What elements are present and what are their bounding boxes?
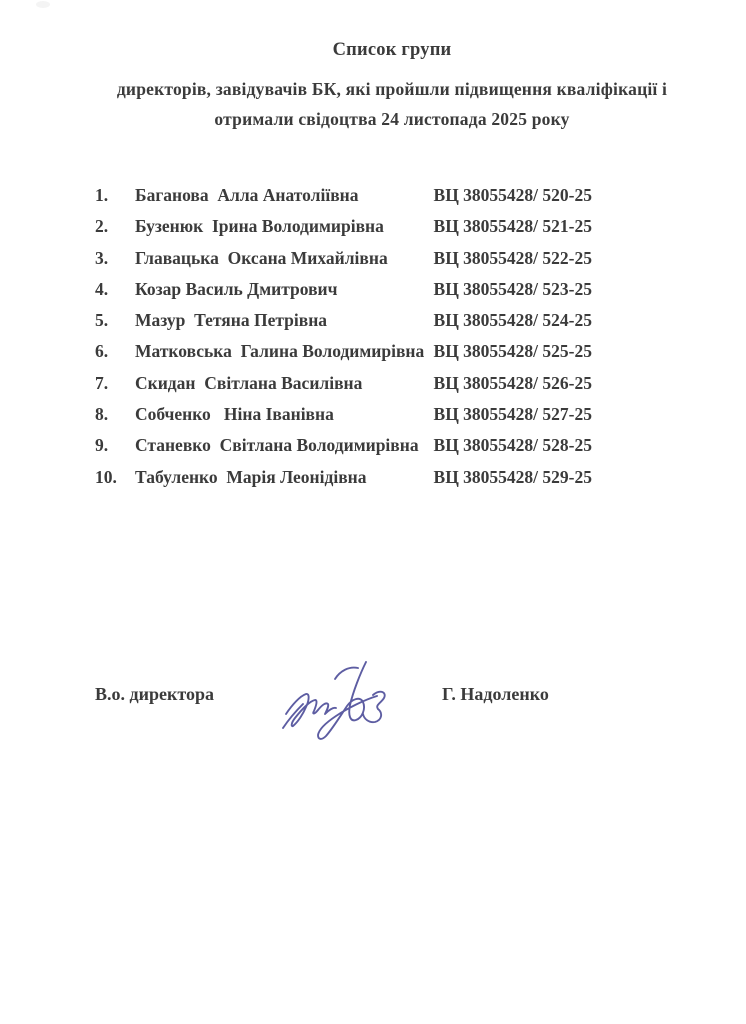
list-row [95,215,592,246]
list-row [95,434,592,465]
list-row [95,340,592,371]
handwritten-signature-icon [278,652,394,750]
person-name: Главацька Оксана Михайлівна [135,247,388,268]
page-title: Список групи [332,40,452,60]
list-row [95,278,592,309]
list-row [95,466,592,497]
signer-name: Г. Надоленко [442,684,549,704]
certificate-number: ВЦ 38055428/ 524-25 [433,310,592,331]
signature-block [0,682,746,802]
certificate-number: ВЦ 38055428/ 525-25 [433,341,592,362]
row-number: 1. [95,185,109,205]
row-number: 5. [95,310,109,331]
list-row [95,184,592,215]
page-subtitle [112,74,672,134]
row-number: 10. [95,466,117,487]
scan-artifact [36,1,50,8]
signature-start-stroke [283,704,303,728]
page-subtitle-line1: директорів, завідувачів БК, які пройшли підвищення кваліфікації і [116,79,668,99]
list-row [95,247,592,278]
person-name: Баганова Алла Анатоліївна [135,185,359,205]
person-name: Бузенюк Ірина Володимирівна [135,216,384,237]
certificate-number: ВЦ 38055428/ 523-25 [433,278,592,299]
row-number: 2. [95,216,109,237]
row-number: 3. [95,247,109,268]
person-name: Собченко Ніна Іванівна [135,404,334,425]
person-name: Козар Василь Дмитрович [135,278,338,299]
list-row [95,403,592,434]
person-name: Станевко Світлана Володимирівна [135,435,419,456]
row-number: 8. [95,404,109,425]
attendee-list [95,184,592,497]
certificate-number: ВЦ 38055428/ 528-25 [433,435,592,456]
row-number: 7. [95,372,109,393]
signature-caret-stroke [335,668,358,679]
list-row [95,309,592,340]
certificate-number: ВЦ 38055428/ 527-25 [433,404,592,425]
certificate-number: ВЦ 38055428/ 522-25 [433,247,592,268]
person-name: Табуленко Марія Леонідівна [135,466,367,487]
row-number: 4. [95,278,109,299]
certificate-number: ВЦ 38055428/ 526-25 [433,372,592,393]
person-name: Скидан Світлана Василівна [135,372,363,393]
row-number: 6. [95,341,109,362]
person-name: Мазур Тетяна Петрівна [135,310,328,331]
certificate-number: ВЦ 38055428/ 520-25 [433,185,592,205]
signer-role: В.о. директора [95,684,214,704]
row-number: 9. [95,435,109,456]
signature-loop-stroke [318,662,377,739]
certificate-number: ВЦ 38055428/ 529-25 [433,466,592,487]
page-subtitle-line2: отримали свідоцтва 24 листопада 2025 року [214,109,570,129]
person-name: Матковська Галина Володимирівна [135,341,425,362]
list-row [95,372,592,403]
certificate-number: ВЦ 38055428/ 521-25 [433,216,592,237]
document-heading [112,38,672,134]
